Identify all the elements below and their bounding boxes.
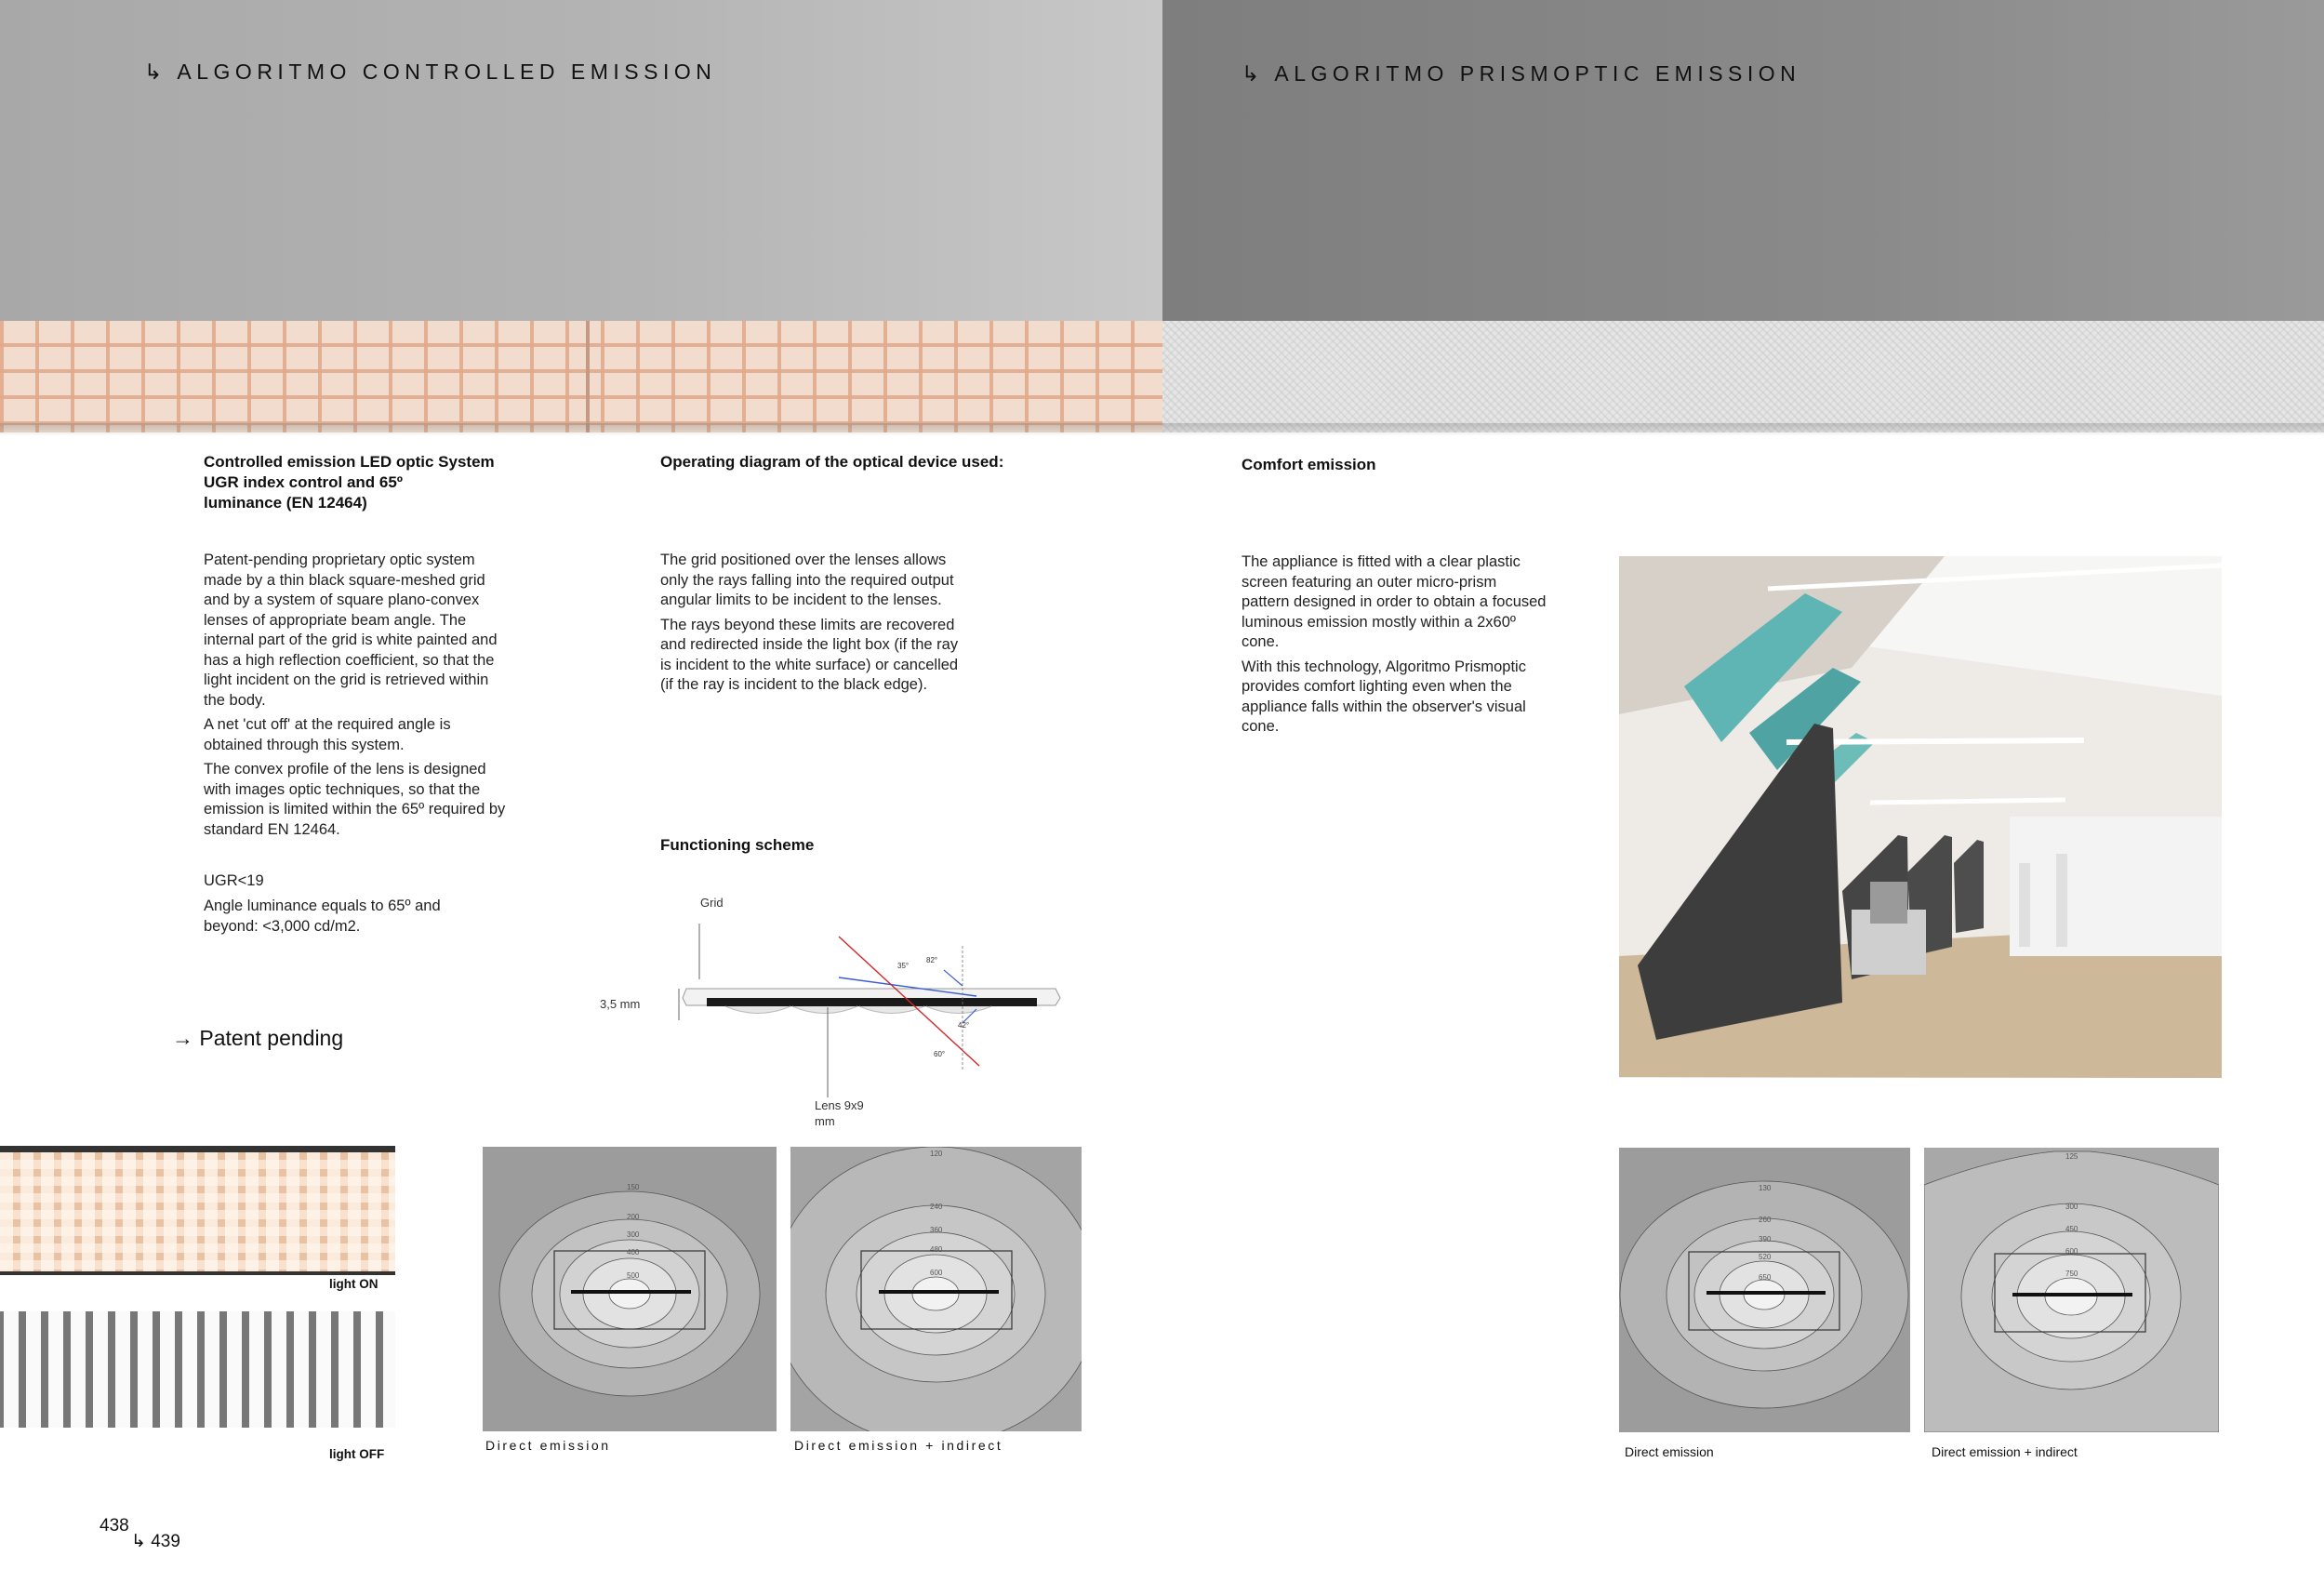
caption-direct-left: Direct emission xyxy=(485,1438,611,1453)
product-strip-prismoptic xyxy=(1162,321,2324,432)
contour-label: 600 xyxy=(930,1269,943,1277)
contour-label: 260 xyxy=(1759,1216,1772,1224)
lens-label-line: mm xyxy=(815,1114,835,1128)
return-arrow-icon: ↳ xyxy=(1242,61,1265,86)
functioning-scheme-title: Functioning scheme xyxy=(660,836,815,854)
contour-label: 150 xyxy=(627,1183,640,1191)
page-number-left: 438 xyxy=(100,1516,129,1536)
left-paragraph: The convex profile of the lens is designed with images optic techniques, so that the emission is limited within the 65º required by standard EN 12464. xyxy=(204,761,506,838)
contour-label: 650 xyxy=(1759,1273,1772,1282)
title-left: ↳ ALGORITMO CONTROLLED EMISSION xyxy=(144,60,717,84)
page-number-right: ↳ 439 xyxy=(131,1532,180,1551)
contour-label: 450 xyxy=(2065,1225,2078,1233)
angle-label: 60° xyxy=(934,1050,946,1058)
mid-paragraph: The rays beyond these limits are recovered and redirected inside the light box (if the ray is incident to the white surface) or cancelled (if the ray is incident to the black edge). xyxy=(660,616,959,693)
contour-label: 300 xyxy=(627,1230,640,1239)
angle-label: 82° xyxy=(926,956,938,964)
mid-paragraph: The grid positioned over the lenses allows only the rays falling into the required output angular limits to be incident to the lenses. xyxy=(660,552,954,608)
contour-label: 125 xyxy=(2065,1152,2078,1161)
mid-heading: Operating diagram of the optical device used: xyxy=(660,453,1004,471)
angle-label: 42° xyxy=(958,1021,970,1030)
return-arrow-icon: ↳ xyxy=(144,60,167,84)
product-strip-controlled xyxy=(0,321,1162,432)
title-right: ↳ ALGORITMO PRISMOPTIC EMISSION xyxy=(1242,61,1801,86)
light-on-label: light ON xyxy=(329,1277,378,1291)
mid-body xyxy=(660,551,967,700)
contour-label: 520 xyxy=(1759,1253,1772,1261)
polar-diagram-direct-right xyxy=(1619,1148,1910,1432)
polar-diagram-indirect-left xyxy=(790,1147,1082,1431)
grid-label: Grid xyxy=(700,896,724,910)
header-band-left xyxy=(0,0,1162,321)
left-heading: Controlled emission LED optic System UGR index control and 65º luminance (EN 12464) xyxy=(204,453,495,512)
caption-direct-right: Direct emission xyxy=(1625,1444,1714,1459)
contour-label: 400 xyxy=(627,1248,640,1257)
polar-diagram-direct-left xyxy=(483,1147,777,1431)
left-body xyxy=(204,551,511,844)
ugr-text: UGR<19 xyxy=(204,872,264,889)
return-arrow-icon: ↳ xyxy=(131,1532,146,1551)
contour-label: 200 xyxy=(627,1213,640,1221)
left-paragraph: A net 'cut off' at the required angle is obtained through this system. xyxy=(204,716,451,753)
patent-pending: → Patent pending xyxy=(172,1026,344,1050)
strip-shadow xyxy=(0,423,2324,436)
contour-label: 300 xyxy=(2065,1203,2078,1211)
lens-label-line: Lens 9x9 xyxy=(815,1098,864,1112)
contour-label: 390 xyxy=(1759,1235,1772,1243)
right-paragraph: With this technology, Algoritmo Prismoptic provides comfort lighting even when the appliance falls within the observer's visual cone. xyxy=(1242,658,1526,735)
contour-label: 600 xyxy=(2065,1247,2078,1256)
contour-label: 130 xyxy=(1759,1184,1772,1192)
office-photo xyxy=(1619,556,2222,1078)
contour-label: 500 xyxy=(627,1271,640,1280)
contour-label: 750 xyxy=(2065,1270,2078,1278)
caption-indirect-right: Direct emission + indirect xyxy=(1932,1444,2078,1459)
light-off-label: light OFF xyxy=(329,1447,385,1461)
light-on-sample xyxy=(0,1146,395,1275)
angle-label: 35° xyxy=(897,962,910,970)
header-band-right xyxy=(1162,0,2324,321)
light-off-sample xyxy=(0,1311,395,1428)
contour-label: 240 xyxy=(930,1203,943,1211)
thickness-label: 3,5 mm xyxy=(600,997,641,1011)
strip-joint xyxy=(586,321,590,432)
contour-label: 480 xyxy=(930,1245,943,1254)
angle-luminance-text: Angle luminance equals to 65º and beyond: <3,000 cd/m2. xyxy=(204,898,441,935)
contour-label: 120 xyxy=(930,1150,943,1158)
black-grid-bar xyxy=(707,998,1037,1006)
right-body xyxy=(1242,552,1548,742)
right-paragraph: The appliance is fitted with a clear plastic screen featuring an outer micro-prism pattern designed in order to obtain a focused luminous emission mostly within a 2x60º cone. xyxy=(1242,553,1547,650)
contour-label: 360 xyxy=(930,1226,943,1234)
right-heading: Comfort emission xyxy=(1242,456,1376,473)
polar-diagram-indirect-right xyxy=(1924,1148,2219,1432)
functioning-scheme-diagram xyxy=(586,888,1069,1139)
caption-indirect-left: Direct emission + indirect xyxy=(794,1438,1003,1453)
lens-label xyxy=(815,1098,867,1128)
left-paragraph: Patent-pending proprietary optic system made by a thin black square-meshed grid and by a system of square plano-convex lenses of appropriate beam angle. The internal part of the grid is white painted and has a high reflection coefficient, so that the light incident on the grid is retrieved within the body. xyxy=(204,552,498,709)
